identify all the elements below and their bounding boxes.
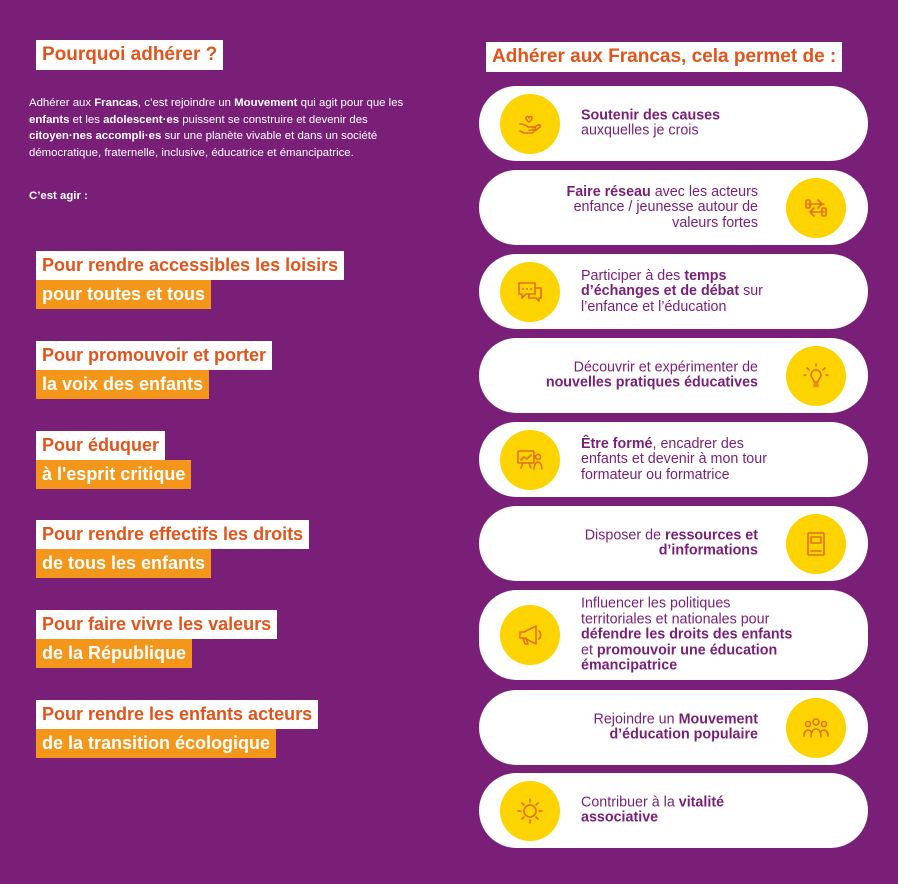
text-run: Rejoindre un [593, 711, 679, 727]
bold-text: d’échanges et de débat [581, 282, 740, 299]
benefit-line [581, 436, 767, 452]
goal-line-1: Pour rendre les enfants acteurs [36, 700, 318, 729]
benefit-line [581, 596, 792, 612]
benefit-line [581, 452, 767, 468]
benefit-text [585, 528, 758, 559]
benefit-text [581, 436, 767, 483]
text-run: sur une planète vivable et dans un société démocratique, fraternelle, inclusive, éducatrice et émancipatrice. [29, 130, 378, 159]
benefit-card [479, 773, 868, 848]
goal-item [36, 431, 191, 489]
bold-text: Faire réseau [566, 183, 651, 200]
text-run: qui agit pour que les [297, 97, 404, 109]
text-run: , encadrer des [652, 435, 744, 452]
goal-line-2: à l'esprit critique [36, 460, 191, 489]
agir-label: C’est agir : [29, 190, 88, 202]
text-run: sur [739, 282, 763, 299]
benefit-line [581, 268, 763, 284]
text-run: Disposer de [584, 527, 665, 543]
benefit-card [479, 690, 868, 765]
benefit-line [581, 811, 724, 827]
benefit-line [581, 612, 792, 628]
speech-bubbles-icon [500, 262, 560, 322]
exchange-arrows-icon [786, 178, 846, 238]
goal-line-1: Pour éduquer [36, 431, 165, 460]
bold-text: associative [581, 809, 659, 826]
bold-text: adolescent·es [103, 113, 180, 126]
bold-text: promouvoir une éducation [596, 641, 778, 658]
benefit-line [546, 360, 758, 376]
benefit-line [581, 658, 792, 674]
bold-text: d’informations [658, 542, 758, 559]
text-run: Découvrir et expérimenter de [573, 359, 758, 375]
left-section-title: Pourquoi adhérer ? [36, 40, 223, 70]
trainer-board-icon [500, 430, 560, 490]
benefit-line [566, 184, 758, 200]
bold-text: Être formé [581, 435, 653, 452]
benefit-text [581, 108, 720, 139]
bold-text: Soutenir des causes [581, 107, 721, 123]
benefit-line [594, 712, 758, 728]
bold-text: Francas [94, 97, 138, 109]
benefit-line [581, 467, 767, 483]
text-run: Participer à des [581, 267, 685, 284]
benefit-text [546, 360, 758, 391]
bold-text: enfants [29, 113, 70, 126]
benefit-card [479, 338, 868, 413]
goal-item [36, 610, 277, 668]
benefit-line [581, 643, 792, 659]
goal-line-2: la voix des enfants [36, 370, 209, 399]
bold-text: citoyen·nes accompli·es [29, 130, 162, 142]
bold-text: Mouvement [678, 711, 758, 727]
text-run: auxquelles je crois [581, 122, 699, 139]
goal-line-1: Pour rendre accessibles les loisirs [36, 251, 344, 280]
bold-text: ressources et [665, 527, 758, 543]
benefit-card [479, 506, 868, 581]
text-run: , c’est rejoindre un [137, 97, 235, 109]
benefit-text [594, 712, 758, 743]
benefit-line [594, 728, 758, 744]
intro-paragraph [29, 95, 424, 161]
benefit-text [581, 268, 763, 315]
benefit-line [581, 299, 763, 315]
text-run: Influencer les politiques [581, 595, 731, 612]
hand-heart-icon [500, 94, 560, 154]
benefit-card [479, 590, 868, 680]
lightbulb-icon [786, 346, 846, 406]
goal-item [36, 700, 318, 758]
text-run: l’enfance et l’éducation [581, 298, 727, 315]
goal-item [36, 520, 309, 578]
right-section-title: Adhérer aux Francas, cela permet de : [486, 42, 842, 72]
text-run: avec les acteurs [650, 183, 758, 200]
book-icon [786, 514, 846, 574]
benefit-line [581, 627, 792, 643]
text-run: Adhérer aux [29, 97, 95, 109]
bold-text: d’éducation populaire [609, 726, 758, 743]
goal-line-2: de tous les enfants [36, 549, 211, 578]
goal-item [36, 251, 344, 309]
text-run: territoriales et nationales pour [581, 610, 770, 627]
bold-text: Mouvement [234, 97, 298, 109]
people-group-icon [786, 698, 846, 758]
text-run: et les [69, 113, 104, 126]
benefit-line [581, 284, 763, 300]
text-run: enfants et devenir à mon tour [581, 450, 767, 467]
goal-item [36, 341, 272, 399]
text-run: valeurs fortes [672, 214, 758, 231]
bold-text: émancipatrice [581, 657, 678, 674]
goal-line-1: Pour rendre effectifs les droits [36, 520, 309, 549]
benefit-line [581, 124, 720, 140]
benefit-line [546, 376, 758, 392]
bold-text: nouvelles pratiques éducatives [545, 374, 758, 391]
benefit-card [479, 170, 868, 245]
benefit-text [566, 184, 758, 231]
benefit-text [581, 596, 792, 674]
benefit-card [479, 254, 868, 329]
benefit-line [585, 544, 758, 560]
benefit-line [566, 215, 758, 231]
goal-line-1: Pour faire vivre les valeurs [36, 610, 277, 639]
benefit-text [581, 795, 724, 826]
benefit-line [581, 108, 720, 124]
goal-line-2: de la transition écologique [36, 729, 276, 758]
benefit-card [479, 422, 868, 497]
goal-line-2: de la République [36, 639, 192, 668]
bold-text: vitalité [678, 794, 725, 810]
megaphone-icon [500, 605, 560, 665]
text-run: Contribuer à la [581, 794, 679, 810]
goal-line-1: Pour promouvoir et porter [36, 341, 272, 370]
text-run: enfance / jeunesse autour de [573, 198, 758, 215]
text-run: et [581, 641, 597, 658]
sun-icon [500, 781, 560, 841]
bold-text: défendre les droits des enfants [581, 626, 793, 643]
text-run: puissent se construire et devenir des [179, 113, 368, 126]
benefit-card [479, 86, 868, 161]
text-run: formateur ou formatrice [581, 466, 730, 483]
bold-text: temps [684, 267, 727, 284]
benefit-line [566, 200, 758, 216]
benefit-line [585, 528, 758, 544]
benefit-line [581, 795, 724, 811]
goal-line-2: pour toutes et tous [36, 280, 211, 309]
